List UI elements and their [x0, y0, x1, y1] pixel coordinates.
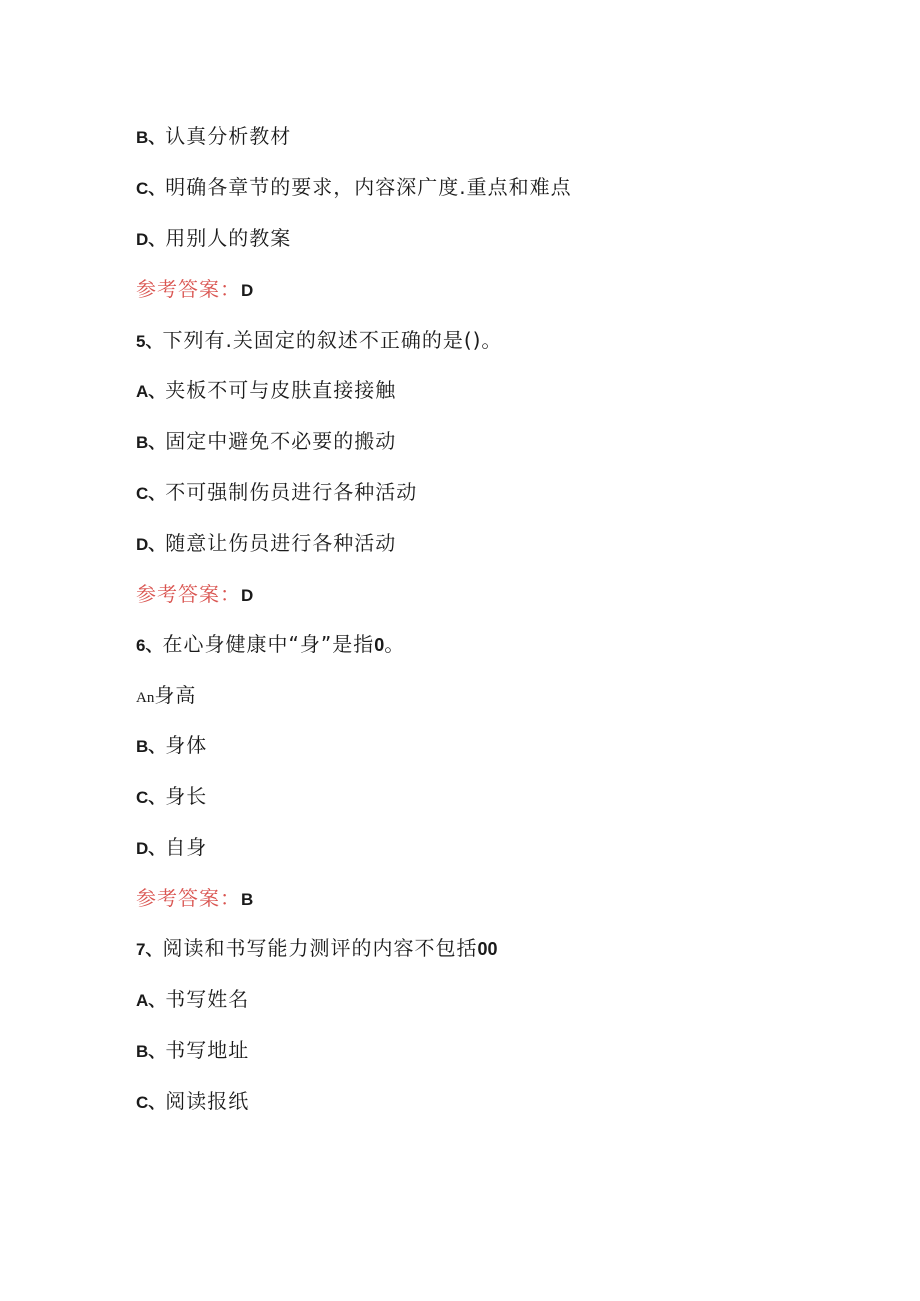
- option-label: An: [136, 690, 155, 706]
- answer-label: 参考答案：: [136, 582, 241, 606]
- answer-value: D: [241, 281, 254, 300]
- q5-stem: [136, 328, 502, 354]
- option-text: 固定中避免不必要的搬动: [165, 429, 397, 453]
- option-text: 身体: [165, 733, 208, 757]
- q5-option-a: [136, 378, 396, 404]
- question-tail: 0: [374, 635, 385, 655]
- option-label: C、: [136, 179, 166, 198]
- q7-option-b: [136, 1038, 249, 1064]
- q7-stem: [136, 936, 498, 962]
- question-text: 在心身健康中“身”是指: [162, 632, 375, 656]
- q5-answer: [136, 582, 253, 608]
- option-label: B、: [136, 737, 166, 756]
- option-text: 不可强制伤员进行各种活动: [165, 480, 418, 504]
- q5-option-b: [136, 429, 396, 455]
- option-label: C、: [136, 484, 166, 503]
- option-text: 身长: [165, 784, 208, 808]
- question-tail: 00: [477, 939, 498, 959]
- option-text: 阅读报纸: [165, 1089, 250, 1113]
- question-number: 5、: [136, 332, 163, 351]
- option-label: D、: [136, 230, 166, 249]
- option-text: 随意让伤员进行各种活动: [165, 531, 397, 555]
- option-text: 书写地址: [165, 1038, 250, 1062]
- option-label: B、: [136, 433, 166, 452]
- answer-label: 参考答案：: [136, 277, 241, 301]
- q6-option-b: [136, 733, 207, 759]
- option-label: A、: [136, 382, 166, 401]
- answer-label: 参考答案：: [136, 886, 241, 910]
- option-text: 认真分析教材: [165, 124, 292, 148]
- option-label: A、: [136, 991, 166, 1010]
- q5-option-d: [136, 531, 396, 557]
- option-text: 夹板不可与皮肤直接接触: [165, 378, 397, 402]
- option-label: D、: [136, 535, 166, 554]
- option-text: 自身: [165, 835, 208, 859]
- option-text: 明确各章节的要求，内容深广度.重点和难点: [165, 175, 572, 199]
- q6-option-a: [136, 683, 196, 710]
- q6-option-c: [136, 784, 207, 810]
- answer-value: D: [241, 586, 254, 605]
- question-text: 阅读和书写能力测评的内容不包括: [162, 936, 478, 960]
- option-label: B、: [136, 128, 166, 147]
- q4-option-d: [136, 226, 291, 252]
- answer-value: B: [241, 890, 254, 909]
- option-text: 书写姓名: [165, 987, 250, 1011]
- q6-option-d: [136, 835, 207, 861]
- q4-option-c: [136, 175, 572, 201]
- q6-answer: [136, 886, 253, 912]
- q6-stem: [136, 632, 405, 658]
- option-label: D、: [136, 839, 166, 858]
- q7-option-c: [136, 1089, 249, 1115]
- question-number: 6、: [136, 636, 163, 655]
- q4-answer: [136, 277, 253, 303]
- q7-option-a: [136, 987, 249, 1013]
- q5-option-c: [136, 480, 417, 506]
- option-text: 身高: [154, 683, 197, 707]
- q4-option-b: [136, 124, 291, 150]
- option-label: C、: [136, 788, 166, 807]
- question-text: 下列有.关固定的叙述不正确的是()。: [162, 328, 503, 352]
- question-end: 。: [384, 632, 406, 656]
- question-number: 7、: [136, 940, 163, 959]
- option-label: B、: [136, 1042, 166, 1061]
- option-label: C、: [136, 1093, 166, 1112]
- option-text: 用别人的教案: [165, 226, 292, 250]
